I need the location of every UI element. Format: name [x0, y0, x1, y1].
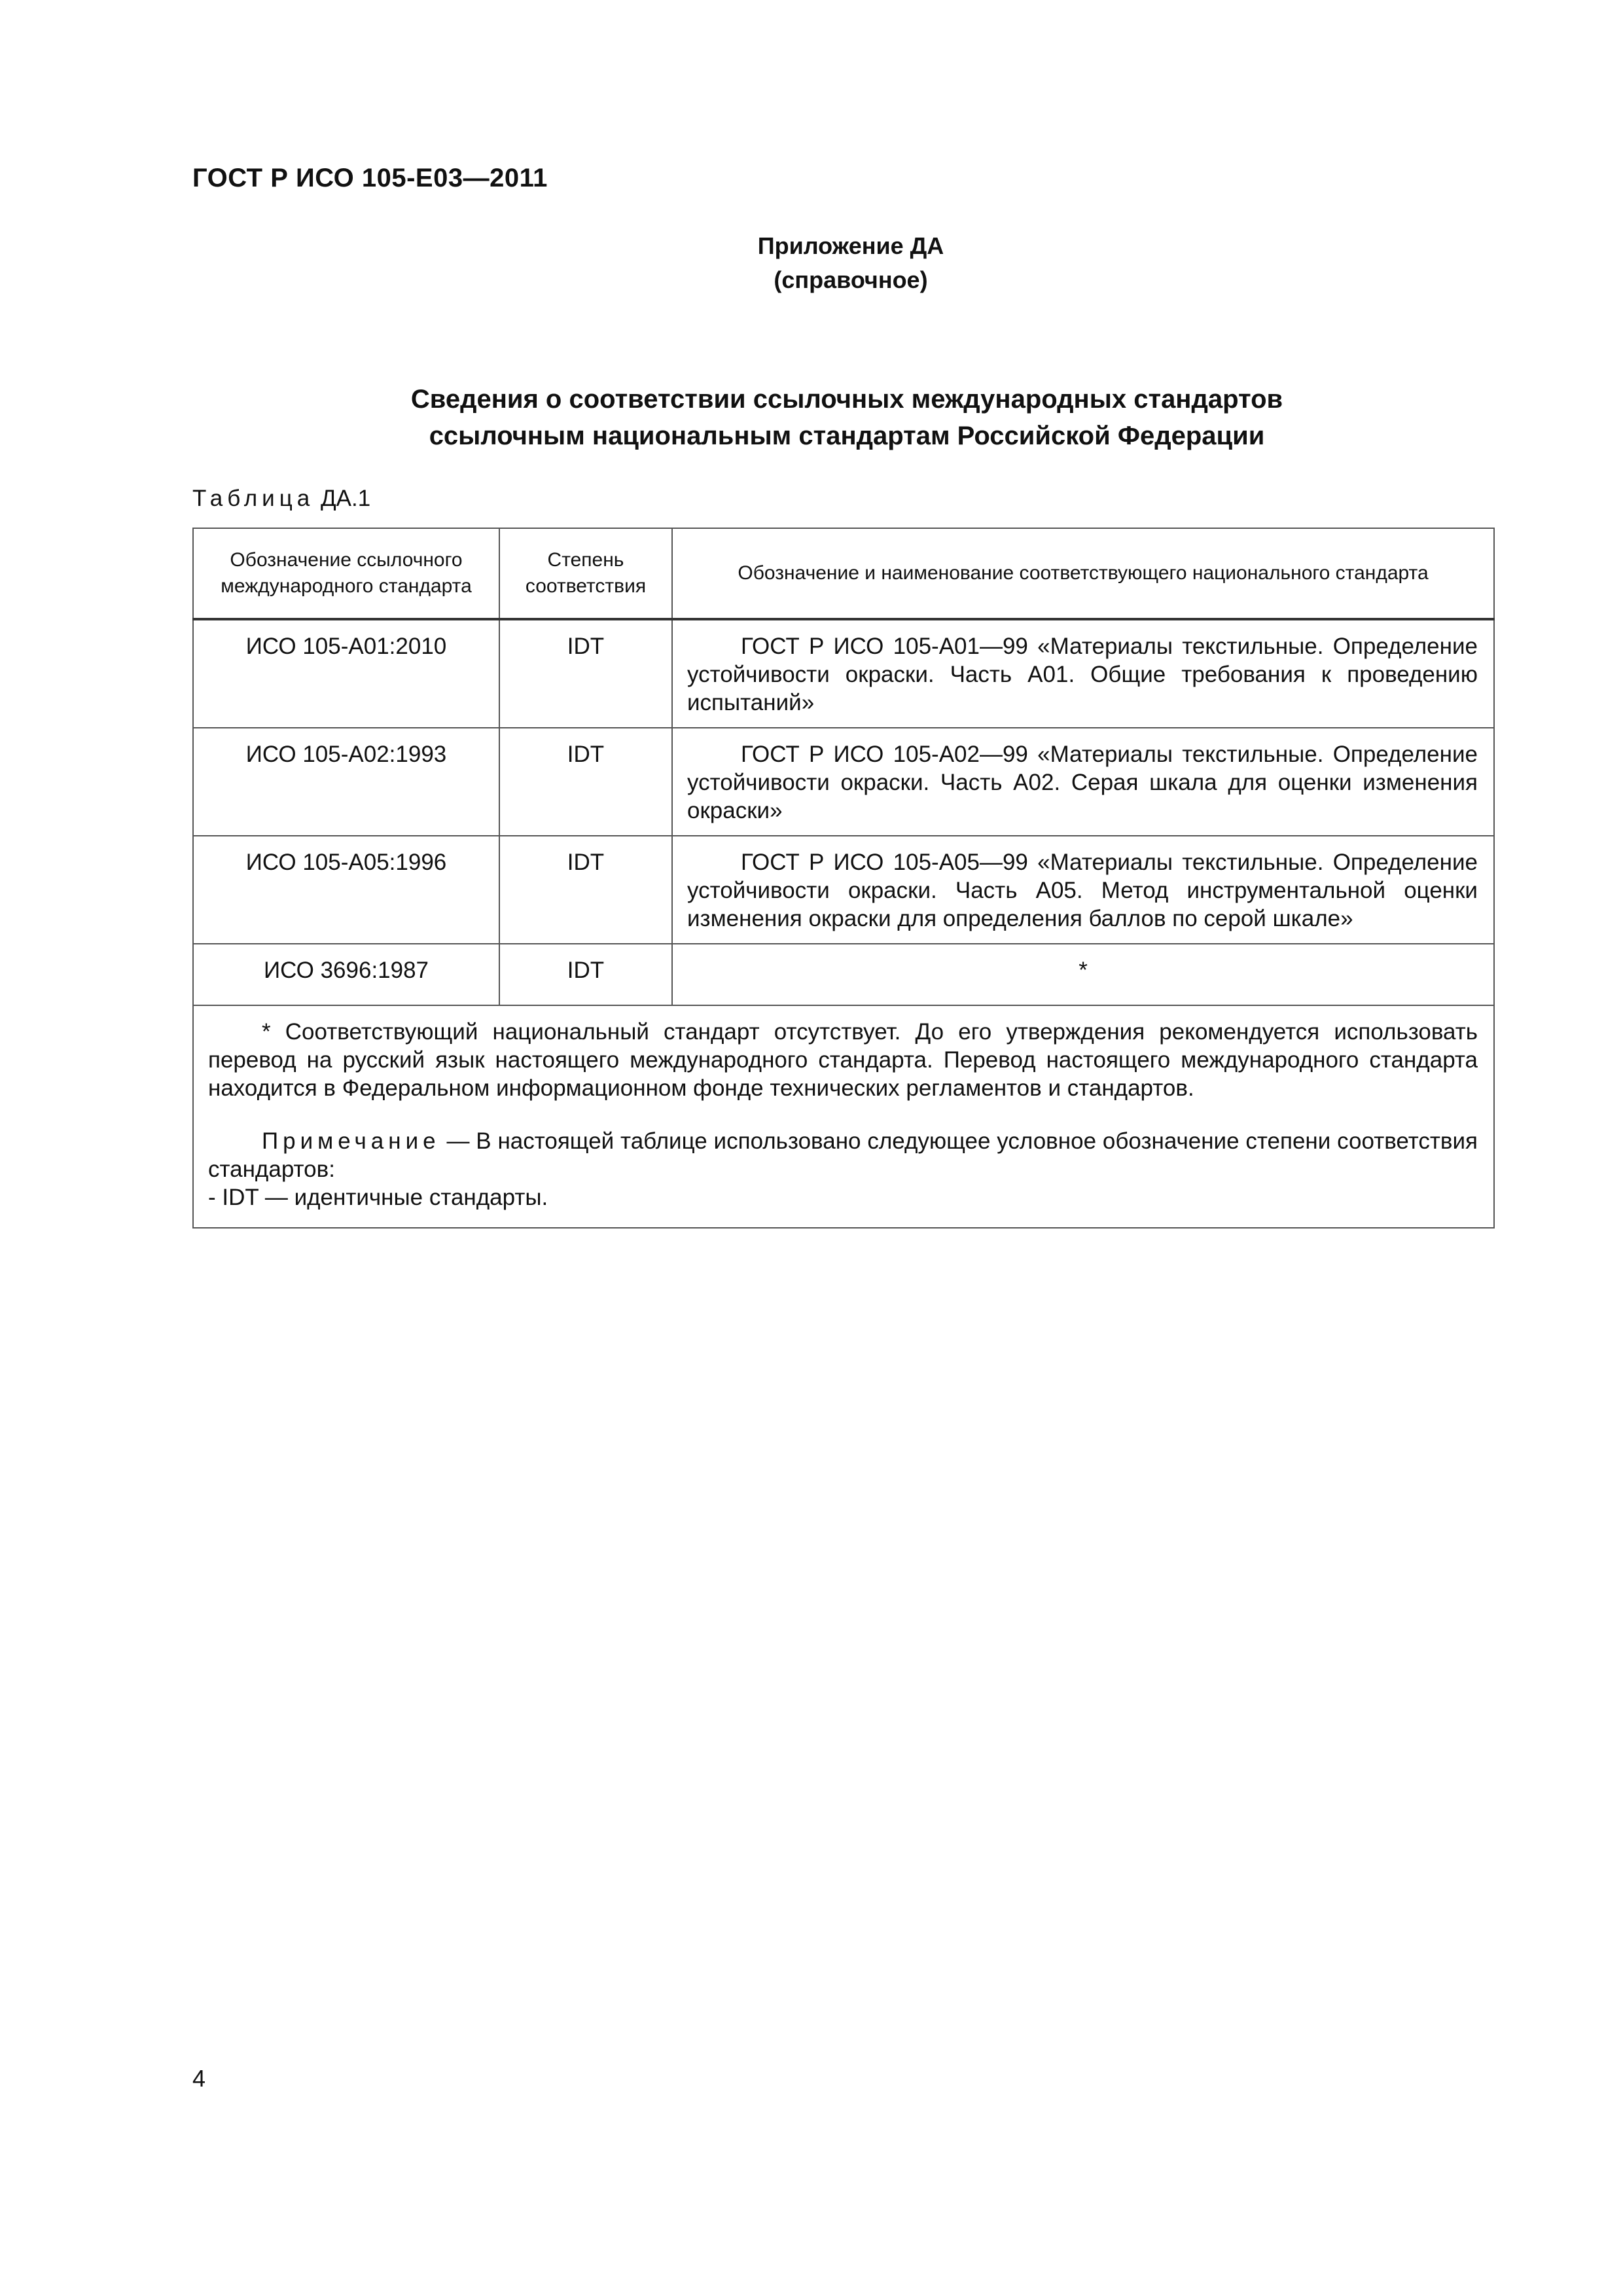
table-caption	[192, 483, 370, 514]
main-title-line-2: ссылочным национальным стандартам Российской Федерации	[429, 422, 1265, 450]
note	[208, 1127, 1478, 1183]
footnote	[208, 1018, 1478, 1102]
national-standard-text: ГОСТ Р ИСО 105-А01—99 «Материалы текстильные. Определение устойчивости окраски. Часть А01. Общие требования к проведению испытаний»	[687, 634, 1478, 715]
annex-title: Приложение ДА	[757, 232, 944, 259]
cell-degree: IDT	[499, 944, 672, 1005]
annex-heading	[654, 229, 1047, 297]
table-caption-number: ДА.1	[320, 486, 371, 511]
cell-international-standard: ИСО 3696:1987	[193, 944, 499, 1005]
page-number: 4	[192, 2065, 206, 2092]
note-label: Примечание	[262, 1128, 440, 1154]
national-standard-text: ГОСТ Р ИСО 105-А02—99 «Материалы текстильные. Определение устойчивости окраски. Часть А02. Серая шкала для оценки изменения окраски»	[687, 742, 1478, 823]
table-footer-row	[193, 1005, 1494, 1228]
annex-kind: (справочное)	[774, 266, 928, 293]
main-title	[196, 381, 1497, 454]
cell-international-standard: ИСО 105-А05:1996	[193, 836, 499, 944]
header-international-standard: Обозначение ссылочного международного стандарта	[193, 528, 499, 619]
main-title-line-1: Сведения о соответствии ссылочных международных стандартов	[410, 385, 1283, 414]
table-header-row	[193, 528, 1494, 619]
cell-international-standard: ИСО 105-А01:2010	[193, 619, 499, 728]
note-item: - IDT — идентичные стандарты.	[208, 1185, 548, 1210]
cell-degree: IDT	[499, 619, 672, 728]
table-row	[193, 619, 1494, 728]
header-degree: Степень соответствия	[499, 528, 672, 619]
cell-national-standard: *	[672, 944, 1494, 1005]
cell-degree: IDT	[499, 836, 672, 944]
table-row	[193, 728, 1494, 836]
correspondence-table	[192, 528, 1495, 1229]
cell-degree: IDT	[499, 728, 672, 836]
note-text: — В настоящей таблице использовано следующее условное обозначение степени соответствия стандартов:	[208, 1128, 1478, 1182]
footnote-text: * Соответствующий национальный стандарт отсутствует. До его утверждения рекомендуется использовать перевод на русский язык настоящего международного стандарта. Перевод настоящего международного стандарта находится в Федеральном информационном фонде технических регламентов и стандартов.	[208, 1019, 1478, 1101]
header-national-standard: Обозначение и наименование соответствующего национального стандарта	[672, 528, 1494, 619]
cell-national-standard	[672, 619, 1494, 728]
national-standard-text: ГОСТ Р ИСО 105-А05—99 «Материалы текстильные. Определение устойчивости окраски. Часть А05. Метод инструментальной оценки изменения окраски для определения баллов по серой шкале»	[687, 850, 1478, 931]
table-row	[193, 836, 1494, 944]
document-code: ГОСТ Р ИСО 105-Е03—2011	[192, 164, 548, 192]
cell-national-standard	[672, 836, 1494, 944]
cell-international-standard: ИСО 105-А02:1993	[193, 728, 499, 836]
table-footer	[193, 1005, 1494, 1228]
table-caption-word: Таблица	[192, 486, 315, 511]
cell-national-standard	[672, 728, 1494, 836]
table-row	[193, 944, 1494, 1005]
